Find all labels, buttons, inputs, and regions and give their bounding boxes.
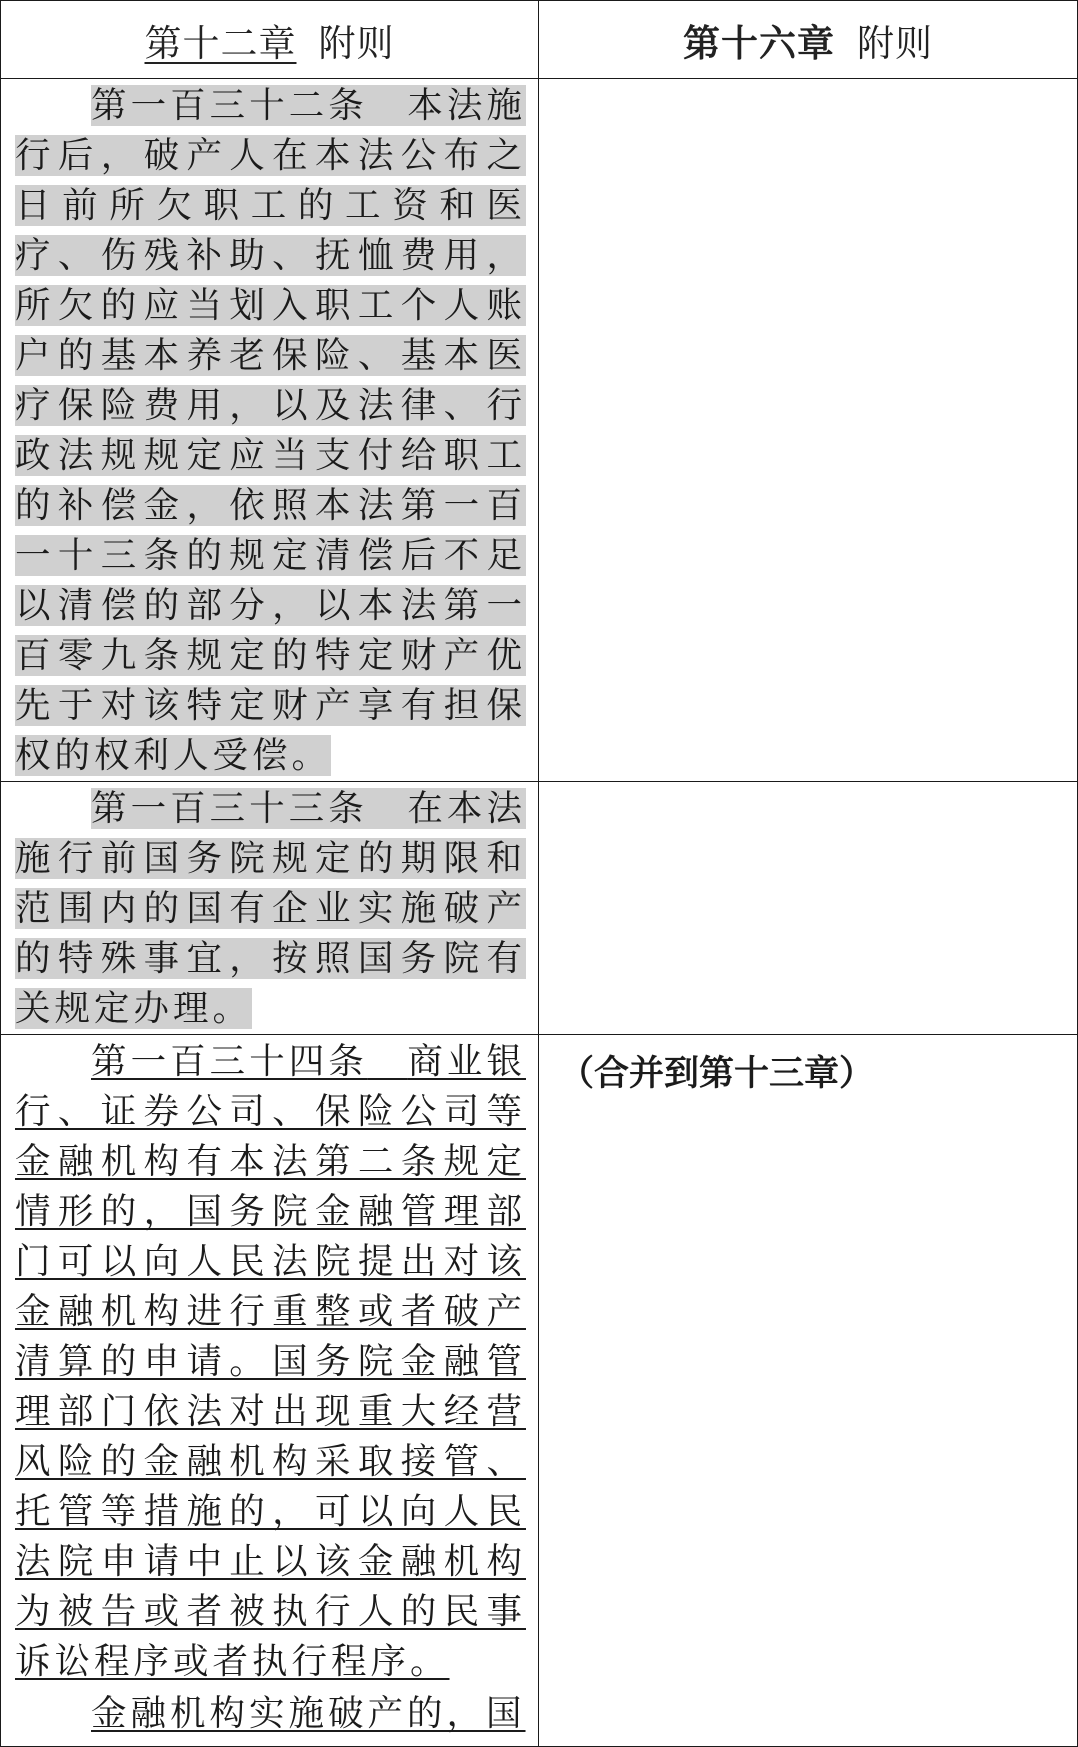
- left-cell-article-132: [1, 79, 539, 782]
- header-row: [1, 1, 1078, 79]
- left-chapter-heading: [145, 13, 395, 67]
- header-right-cell: [539, 1, 1078, 79]
- right-chapter-heading: [683, 13, 933, 67]
- right-cell-merge-note: [539, 1035, 1078, 1747]
- merge-note: （合并到第十三章）: [559, 1054, 875, 1094]
- right-cell-text-1: [539, 79, 1077, 93]
- article-134-paragraph: [1, 1035, 538, 1687]
- article-133-paragraph: [1, 782, 538, 1034]
- right-cell-text-2: [539, 782, 1077, 796]
- article-134-number: 第一百三十四条: [91, 1041, 368, 1082]
- right-chapter-title: 附则: [857, 21, 933, 65]
- right-cell-empty-2: [539, 782, 1078, 1035]
- article-132-text: 本法施行后，破产人在本法公布之日前所欠职工的工资和医疗、伤残补助、抚恤费用，所欠的应当划入职工个人账户的基本养老保险、基本医疗保险费用，以及法律、行政法规规定应当支付给职工的补偿金，依照本法第一百一十三条的规定清偿后不足以清偿的部分，以本法第一百零九条规定的特定财产优先于对该特定财产享有担保权的权利人受偿。: [15, 85, 526, 776]
- right-cell-empty-1: [539, 79, 1078, 782]
- left-cell-article-133: [1, 782, 539, 1035]
- article-132-number: 第一百三十二条: [91, 85, 368, 126]
- left-chapter-number: 第十二章: [144, 21, 297, 65]
- table-row: [1, 1035, 1078, 1747]
- header-left-cell: [1, 1, 539, 79]
- left-chapter-title: 附则: [318, 21, 395, 65]
- table-row: [1, 782, 1078, 1035]
- right-chapter-number: 第十六章: [683, 21, 835, 65]
- article-134-text: 商业银行、证券公司、保险公司等金融机构有本法第二条规定情形的，国务院金融管理部门可以向人民法院提出对该金融机构进行重整或者破产清算的申请。国务院金融管理部门依法对出现重大经营风险的金融机构采取接管、托管等措施的，可以向人民法院申请中止以该金融机构为被告或者被执行人的民事诉讼程序或者执行程序。: [15, 1041, 526, 1682]
- left-cell-article-134: [1, 1035, 539, 1747]
- table-row: [1, 79, 1078, 782]
- article-134-text-2: 金融机构实施破产的，国: [91, 1693, 526, 1734]
- article-133-text: 在本法施行前国务院规定的期限和范围内的国有企业实施破产的特殊事宜，按照国务院有关规定办理。: [15, 788, 526, 1029]
- article-134-paragraph-2: [1, 1687, 538, 1739]
- article-133-number: 第一百三十三条: [91, 788, 368, 829]
- article-132-paragraph: [1, 79, 538, 781]
